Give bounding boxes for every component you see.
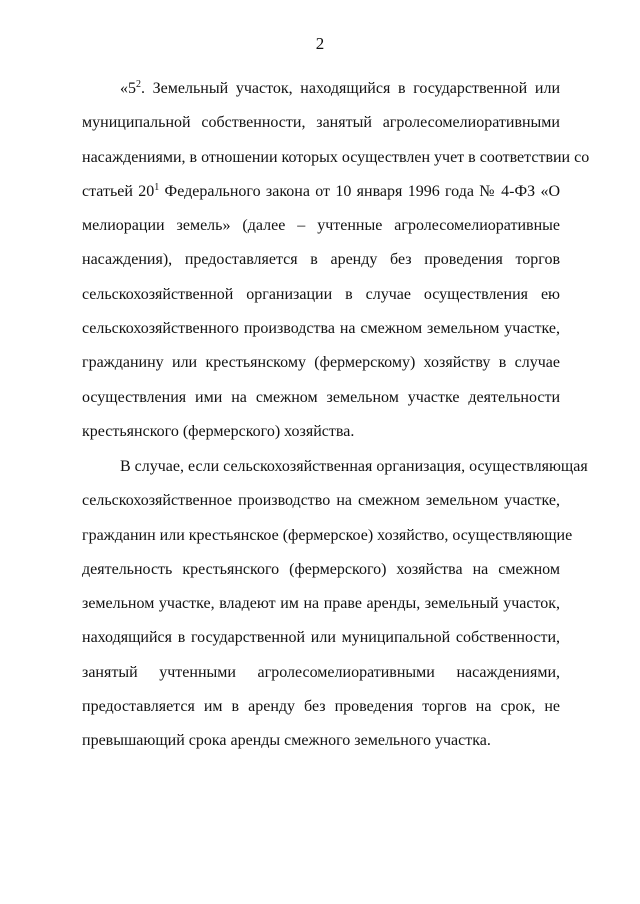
text-line: земельном участке, владеют им на праве аренды, земельный участок, xyxy=(82,595,560,613)
paragraph-1 xyxy=(82,79,590,456)
page-number: 2 xyxy=(315,34,325,53)
text-line: В случае, если сельскохозяйственная организация, осуществляющая xyxy=(120,458,588,475)
text-line: крестьянского (фермерского) хозяйства. xyxy=(82,422,355,440)
text-line: деятельность крестьянского (фермерского) хозяйства на смежном xyxy=(82,560,560,578)
paragraph-2 xyxy=(82,457,588,766)
text-line: сельскохозяйственного производства на смежном земельном участке, xyxy=(82,320,560,338)
text-line: сельскохозяйственной организации в случае осуществления ею xyxy=(82,285,560,303)
text-line: мелиорации земель» (далее – учтенные агролесомелиоративные xyxy=(82,217,560,235)
text-line: занятый учтенными агролесомелиоративными насаждениями, xyxy=(82,663,560,681)
superscript: 2 xyxy=(136,79,141,90)
text-line: предоставляется им в аренду без проведения торгов на срок, не xyxy=(82,698,560,716)
superscript: 1 xyxy=(154,181,160,193)
text-line: «$5^2$. Земельный участок, находящийся в государственной или xyxy=(120,79,560,97)
text-line: муниципальной собственности, занятый агролесомелиоративными xyxy=(82,114,560,132)
text-line: находящийся в государственной или муниципальной собственности, xyxy=(82,629,560,647)
text-line: гражданину или крестьянскому (фермерскому) хозяйству в случае xyxy=(82,354,560,372)
text-line: статьей $20^1$ Федерального закона от 10 января 1996 года № 4-ФЗ «О xyxy=(82,181,561,200)
text-line: сельскохозяйственное производство на смежном земельном участке, xyxy=(82,492,560,510)
text-line: осуществления ими на смежном земельном участке деятельности xyxy=(82,388,560,406)
text-line: насаждениями, в отношении которых осуществлен учет в соответствии со xyxy=(82,148,590,166)
text-line: насаждения), предоставляется в аренду без проведения торгов xyxy=(82,251,560,269)
text-line: гражданин или крестьянское (фермерское) хозяйство, осуществляющие xyxy=(82,526,573,544)
text-line: превышающий срока аренды смежного земельного участка. xyxy=(82,732,491,750)
